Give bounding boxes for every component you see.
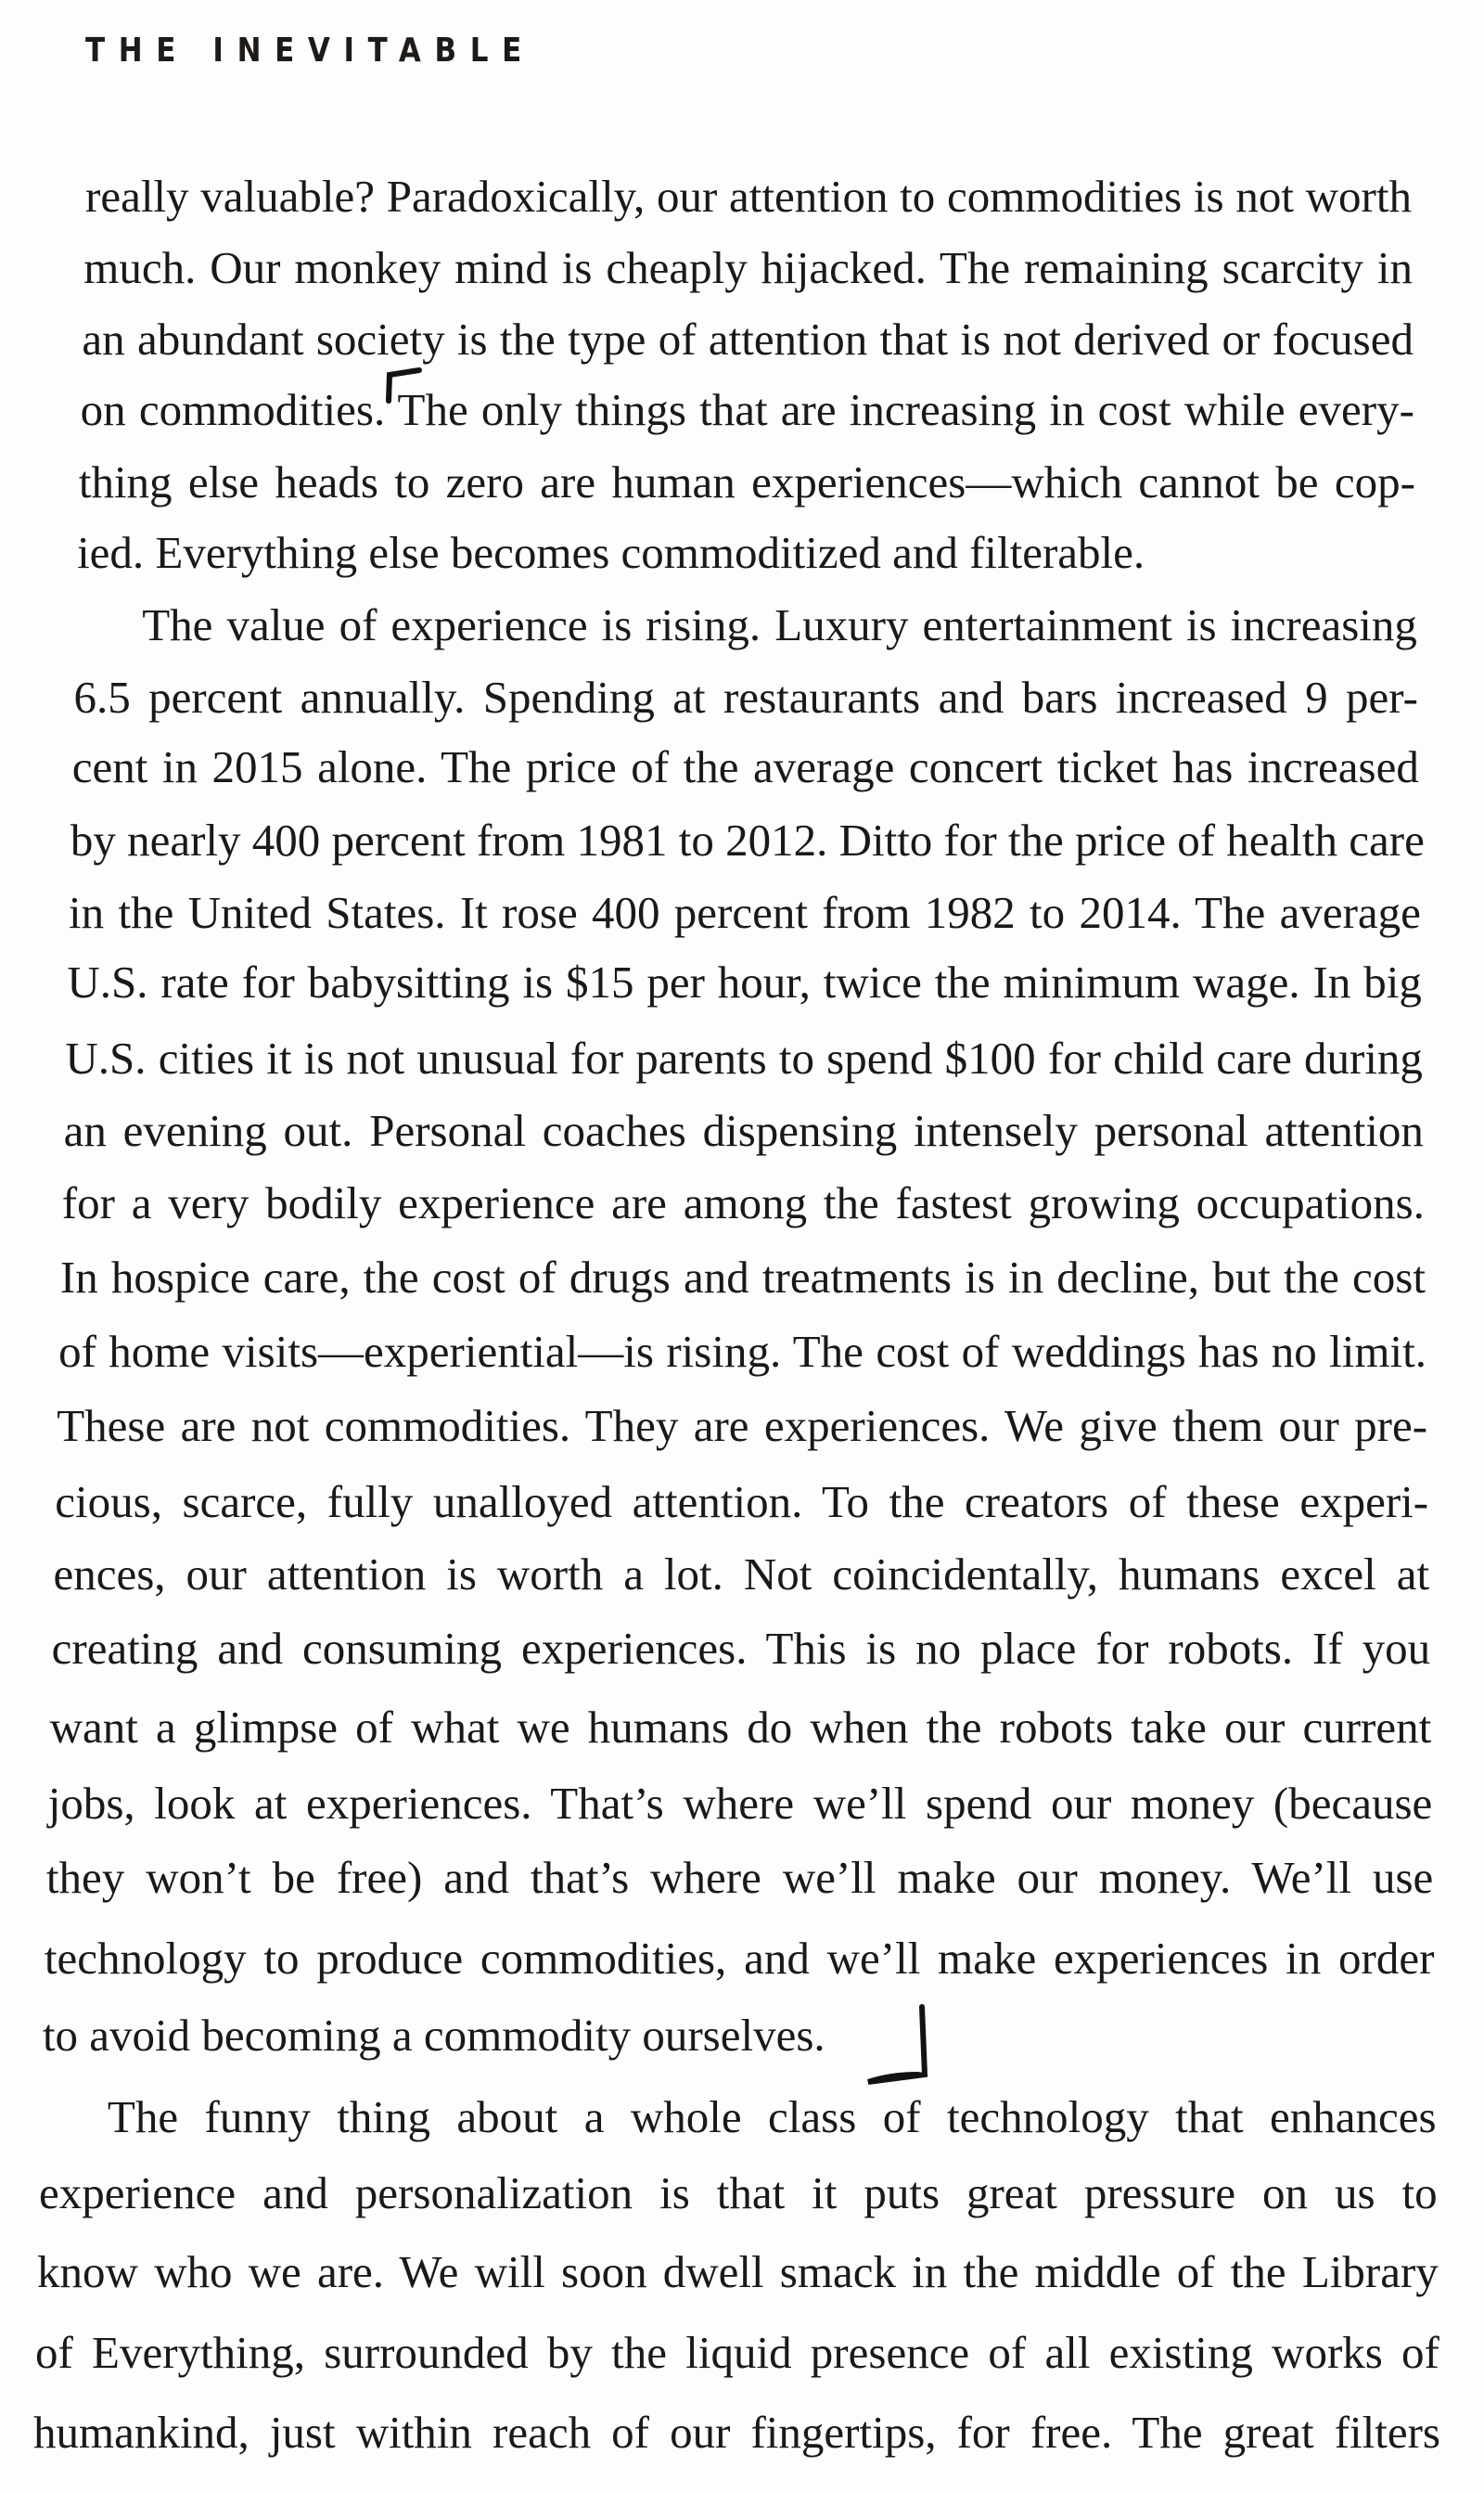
text-line: technology to produce commodities, and we’ll make experiences in order (44, 1933, 1435, 1984)
text-line: want a glimpse of what we humans do when the robots take our current (49, 1702, 1432, 1753)
text-line: cious, scarce, fully unalloyed attention. To the creators of these experi- (55, 1476, 1429, 1527)
text-line: know who we are. We will soon dwell smack in the middle of the Library (37, 2246, 1439, 2297)
text-line: for a very bodily experience are among the fastest growing occupations. (61, 1177, 1425, 1228)
text-line: thing else heads to zero are human experiences—which cannot be cop- (78, 456, 1415, 508)
running-head: THE INEVITABLE (85, 32, 535, 70)
text-line: These are not commodities. They are experiences. We give them our pre- (57, 1400, 1428, 1451)
text-line: experience and personalization is that it puts great pressure on us to (38, 2167, 1438, 2218)
text-line: The value of experience is rising. Luxury entertainment is increasing (142, 599, 1417, 650)
text-line: they won’t be free) and that’s where we’ll make our money. We’ll use (45, 1852, 1434, 1903)
text-line: ied. Everything else becomes commoditized and filterable. (77, 527, 1145, 578)
text-line: much. Our monkey mind is cheaply hijacked. The remaining scarcity in (83, 242, 1413, 293)
text-line: an abundant society is the type of attention that is not derived or focused (82, 314, 1414, 365)
text-line: cent in 2015 alone. The price of the average concert ticket has increased (71, 741, 1419, 792)
text-line: of Everything, surrounded by the liquid presence of all existing works of (34, 2327, 1439, 2378)
text-line: on commodities. The only things that are increasing in cost while every- (80, 384, 1414, 435)
text-line: of home visits—experiential—is rising. The cost of weddings has no limit. (58, 1326, 1426, 1377)
text-line: by nearly 400 percent from 1981 to 2012. Ditto for the price of health care (70, 815, 1425, 866)
text-line: ences, our attention is worth a lot. Not coincidentally, humans excel at (53, 1548, 1430, 1600)
text-line: humankind, just within reach of our fingertips, for free. The great filters (33, 2407, 1440, 2458)
text-line: creating and consuming experiences. This is no place for robots. If you (51, 1623, 1431, 1674)
text-line: jobs, look at experiences. That’s where we’ll spend our money (because (47, 1778, 1433, 1829)
text-line: an evening out. Personal coaches dispensing intensely personal attention (63, 1105, 1424, 1156)
text-line: really valuable? Paradoxically, our attention to commodities is not worth (85, 171, 1412, 222)
text-line: U.S. rate for babysitting is $15 per hour, twice the minimum wage. In big (67, 957, 1422, 1008)
text-line: U.S. cities it is not unusual for parents to spend $100 for child care during (65, 1033, 1423, 1084)
text-line: 6.5 percent annually. Spending at restaurants and bars increased 9 per- (73, 672, 1418, 723)
text-line: In hospice care, the cost of drugs and treatments is in decline, but the cost (59, 1252, 1426, 1303)
text-line: to avoid becoming a commodity ourselves. (42, 2010, 825, 2061)
text-line: in the United States. It rose 400 percent from 1982 to 2014. The average (69, 887, 1421, 938)
text-line: The funny thing about a whole class of technology that enhances (107, 2091, 1437, 2142)
